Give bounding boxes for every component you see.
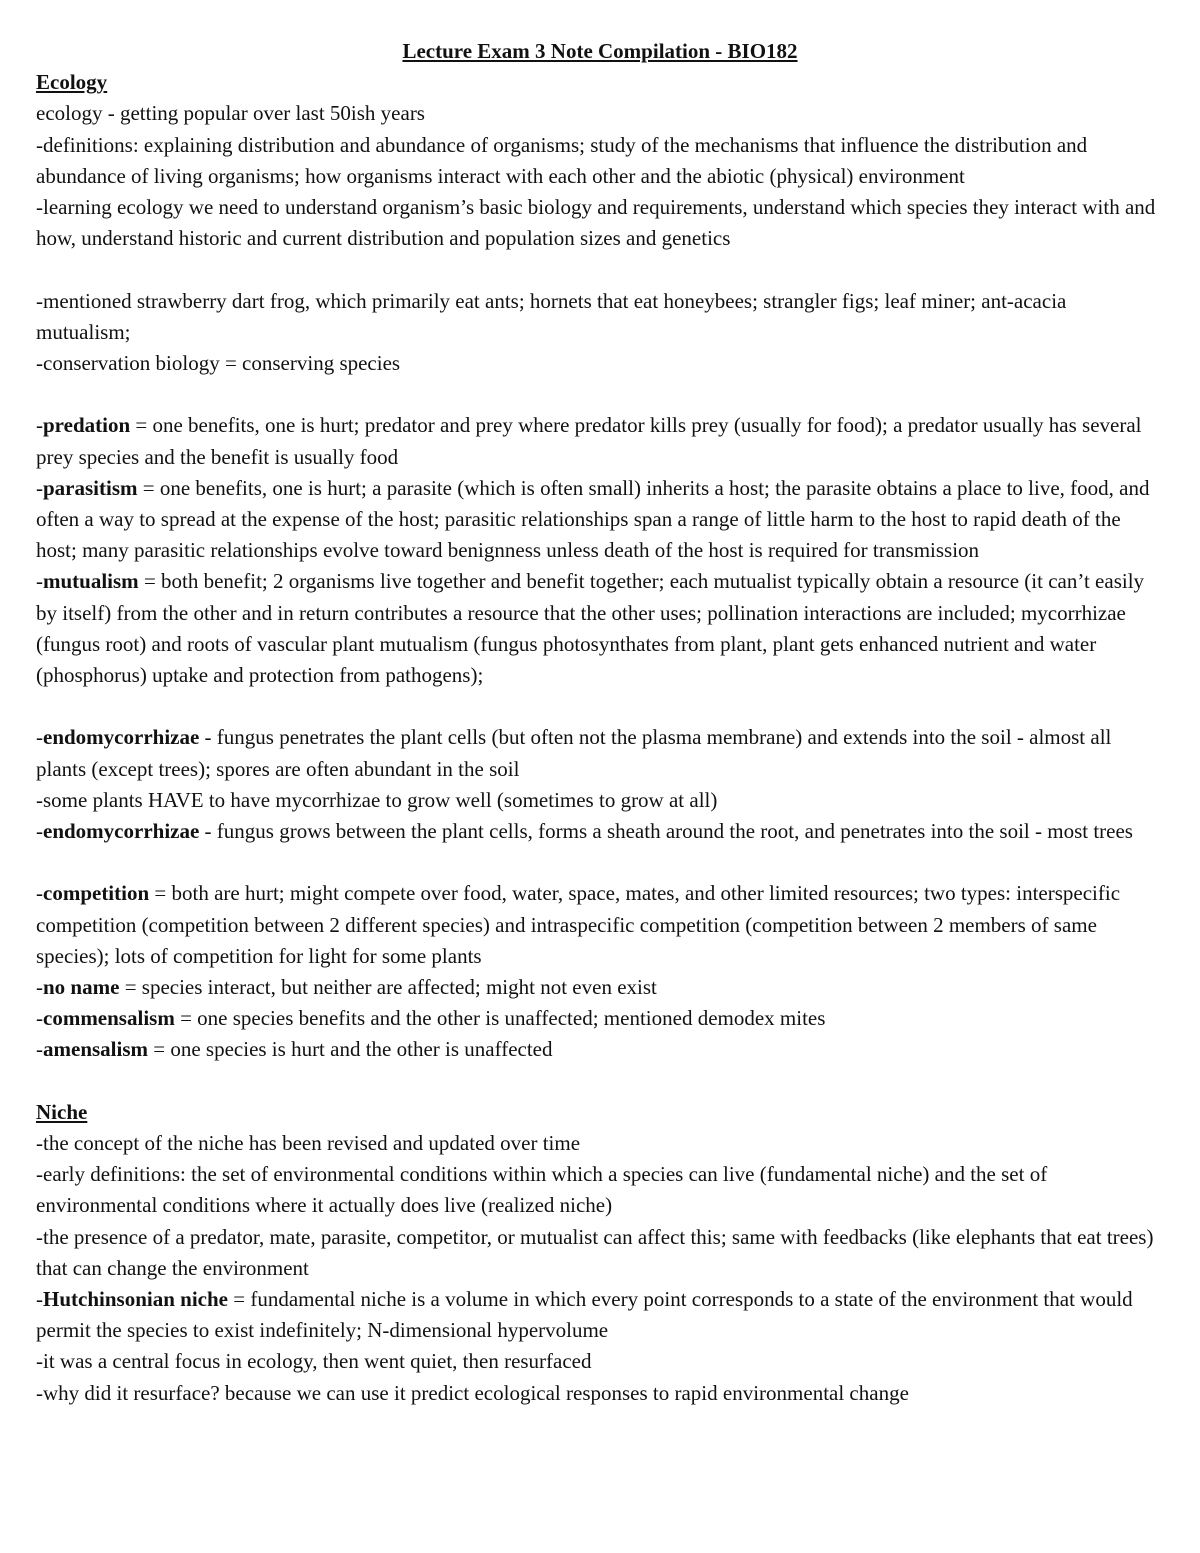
blank-line — [36, 254, 1164, 285]
term-mutualism-label: mutualism — [43, 569, 139, 594]
section-heading-niche: Niche — [36, 1099, 88, 1124]
term-predation-text: = one benefits, one is hurt; predator and prey where predator kills prey (usually for food); a predator usually has several prey species and the benefit is usually food — [36, 413, 1142, 469]
section-heading-ecology: Ecology — [36, 70, 108, 95]
blank-line — [36, 691, 1164, 722]
blank-line — [36, 847, 1164, 878]
term-mutualism: -mutualism = both benefit; 2 organisms live together and benefit together; each mutualist typically obtain a resource (it can’t easily by itself) from the other and in return contributes a resource that the other uses; pollination interactions are included; mycorrhizae (fungus root) and roots of vascular plant mutualism (fungus photosynthates from plant, plant gets enhanced nutrient and water (phosphorus) uptake and protection from pathogens); — [36, 569, 1145, 688]
term-competition: -competition = both are hurt; might compete over food, water, space, mates, and other limited resources; two types: interspecific competition (competition between 2 different species) and intraspecific competition (competition between 2 members of same species); lots of competition for light for some plants — [36, 881, 1121, 968]
blank-line — [36, 379, 1164, 410]
term-competition-text: = both are hurt; might compete over food, water, space, mates, and other limited resources; two types: interspecific competition (competition between 2 different species) and intraspecific competition (competition between 2 members of same species); lots of competition for light for some plants — [36, 881, 1121, 968]
term-endomycorrhizae-2: -endomycorrhizae - fungus grows between the plant cells, forms a sheath around the root, and penetrates into the soil - most trees — [36, 819, 1133, 844]
term-no-name-text: = species interact, but neither are affected; might not even exist — [119, 975, 657, 1000]
ecology-conservation: -conservation biology = conserving species — [36, 351, 401, 376]
ecology-mentioned: -mentioned strawberry dart frog, which primarily eat ants; hornets that eat honeybees; strangler figs; leaf miner; ant-acacia mutualism; — [36, 288, 1067, 344]
term-mutualism-text: = both benefit; 2 organisms live together and benefit together; each mutualist typically obtain a resource (it can’t easily by itself) from the other and in return contributes a resource that the other uses; pollination interactions are included; mycorrhizae (fungus root) and roots of vascular plant mutualism (fungus photosynthates from plant, plant gets enhanced nutrient and water (phosphorus) uptake and protection from pathogens); — [36, 569, 1145, 688]
term-no-name: -no name = species interact, but neither are affected; might not even exist — [36, 975, 657, 1000]
term-commensalism: -commensalism = one species benefits and the other is unaffected; mentioned demodex mites — [36, 1006, 826, 1031]
ecology-intro: ecology - getting popular over last 50ish years — [36, 101, 425, 126]
term-competition-label: competition — [43, 881, 150, 906]
niche-concept: -the concept of the niche has been revised and updated over time — [36, 1131, 581, 1156]
term-amensalism-label: amensalism — [43, 1037, 148, 1062]
term-parasitism-text: = one benefits, one is hurt; a parasite (which is often small) inherits a host; the parasite obtains a place to live, food, and often a way to spread at the expense of the host; parasitic relationships span a range of little harm to the host to rapid death of the host; many parasitic relationships evolve toward benignness unless death of the host is required for transmission — [36, 475, 1150, 563]
term-predation-label: predation — [43, 413, 131, 438]
niche-presence: -the presence of a predator, mate, parasite, competitor, or mutualist can affect this; same with feedbacks (like elephants that eat trees) that can change the environment — [36, 1224, 1154, 1280]
term-commensalism-label: commensalism — [43, 1006, 175, 1031]
ecology-learning: -learning ecology we need to understand organism’s basic biology and requirements, understand which species they interact with and how, understand historic and current distribution and population sizes and genetics — [36, 195, 1156, 251]
term-commensalism-text: = one species benefits and the other is unaffected; mentioned demodex mites — [174, 1006, 826, 1031]
ecology-some-plants: -some plants HAVE to have mycorrhizae to grow well (sometimes to grow at all) — [36, 787, 718, 812]
term-predation: -predation = one benefits, one is hurt; predator and prey where predator kills prey (usually for food); a predator usually has several prey species and the benefit is usually food — [36, 413, 1142, 469]
term-parasitism: -parasitism = one benefits, one is hurt; a parasite (which is often small) inherits a host; the parasite obtains a place to live, food, and often a way to spread at the expense of the host; parasitic relationships span a range of little harm to the host to rapid death of the host; many parasitic relationships evolve toward benignness unless death of the host is required for transmission — [36, 475, 1150, 563]
blank-line — [36, 1066, 1164, 1097]
term-endomycorrhizae-2-text: - fungus grows between the plant cells, forms a sheath around the root, and penetrates into the soil - most trees — [199, 819, 1133, 844]
niche-early-definitions: -early definitions: the set of environmental conditions within which a species can live (fundamental niche) and the set of environmental conditions where it actually does live (realized niche) — [36, 1162, 1048, 1218]
term-endomycorrhizae-1-label: endomycorrhizae — [43, 725, 200, 750]
term-amensalism: -amensalism = one species is hurt and the other is unaffected — [36, 1037, 553, 1062]
niche-why-resurface: -why did it resurface? because we can use it predict ecological responses to rapid environmental change — [36, 1380, 909, 1405]
term-hutchinsonian-niche: -Hutchinsonian niche = fundamental niche is a volume in which every point corresponds to a state of the environment that would permit the species to exist indefinitely; N-dimensional hypervolume — [36, 1287, 1133, 1343]
term-no-name-label: no name — [43, 975, 120, 1000]
term-endomycorrhizae-2-label: endomycorrhizae — [43, 819, 200, 844]
term-endomycorrhizae-1: -endomycorrhizae - fungus penetrates the plant cells (but often not the plasma membrane) and extends into the soil - almost all plants (except trees); spores are often abundant in the soil — [36, 725, 1112, 781]
niche-central-focus: -it was a central focus in ecology, then went quiet, then resurfaced — [36, 1349, 592, 1374]
term-amensalism-text: = one species is hurt and the other is unaffected — [148, 1037, 553, 1062]
document-title: Lecture Exam 3 Note Compilation - BIO182 — [402, 39, 798, 63]
ecology-definitions: -definitions: explaining distribution and abundance of organisms; study of the mechanisms that influence the distribution and abundance of living organisms; how organisms interact with each other and the abiotic (physical) environment — [36, 132, 1088, 188]
term-endomycorrhizae-1-text: - fungus penetrates the plant cells (but often not the plasma membrane) and extends into the soil - almost all plants (except trees); spores are often abundant in the soil — [36, 725, 1112, 781]
term-hutchinsonian-niche-text: = fundamental niche is a volume in which every point corresponds to a state of the environment that would permit the species to exist indefinitely; N-dimensional hypervolume — [36, 1287, 1133, 1343]
term-parasitism-label: parasitism — [43, 475, 138, 500]
term-hutchinsonian-niche-label: Hutchinsonian niche — [43, 1287, 228, 1312]
